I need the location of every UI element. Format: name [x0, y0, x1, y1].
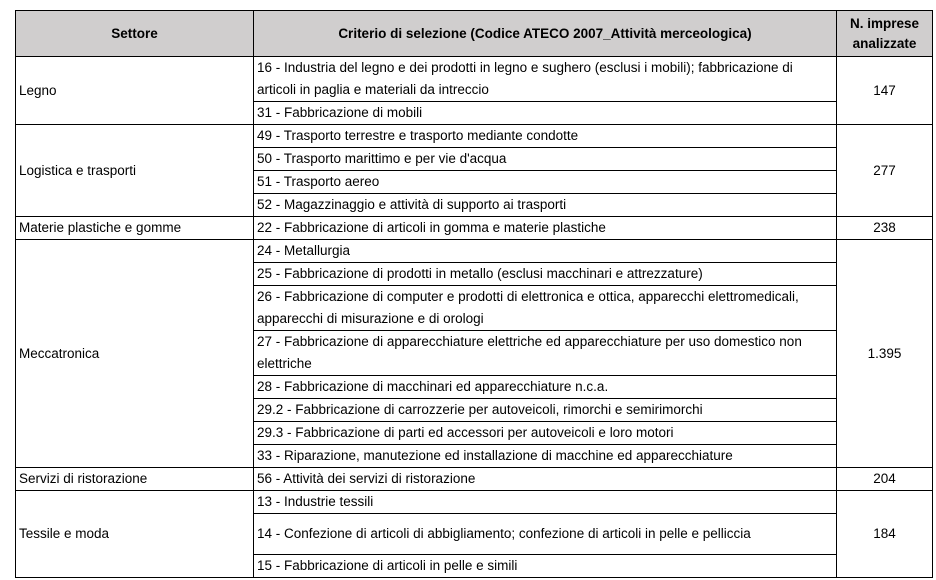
sector-cell: Logistica e trasporti: [16, 125, 254, 217]
table-row: [16, 468, 933, 491]
header-count-line2: analizzate: [852, 35, 917, 51]
criterion-cell: 56 - Attività dei servizi di ristorazione: [254, 468, 837, 491]
sector-cell: Materie plastiche e gomme: [16, 217, 254, 240]
criterion-cell: 27 - Fabbricazione di apparecchiature elettriche ed apparecchiature per uso domestico non elettriche: [254, 331, 837, 376]
count-cell: 238: [837, 217, 933, 240]
count-cell: 277: [837, 125, 933, 217]
criterion-cell: 50 - Trasporto marittimo e per vie d'acqua: [254, 148, 837, 171]
header-criterion: Criterio di selezione (Codice ATECO 2007_Attività merceologica): [254, 11, 837, 57]
criterion-cell: 28 - Fabbricazione di macchinari ed apparecchiature n.c.a.: [254, 376, 837, 399]
criterion-cell: 51 - Trasporto aereo: [254, 171, 837, 194]
sector-cell: Servizi di ristorazione: [16, 468, 254, 491]
count-cell: 204: [837, 468, 933, 491]
table-row: [16, 491, 933, 514]
header-row: [16, 11, 933, 57]
criterion-cell: 49 - Trasporto terrestre e trasporto mediante condotte: [254, 125, 837, 148]
header-count: [837, 11, 933, 57]
table-row: [16, 57, 933, 102]
criterion-cell: 29.2 - Fabbricazione di carrozzerie per autoveicoli, rimorchi e semirimorchi: [254, 399, 837, 422]
sector-cell: Legno: [16, 57, 254, 125]
criterion-cell: 16 - Industria del legno e dei prodotti in legno e sughero (esclusi i mobili); fabbricazione di articoli in paglia e materiali da intreccio: [254, 57, 837, 102]
criterion-cell: 24 - Metallurgia: [254, 240, 837, 263]
header-sector: Settore: [16, 11, 254, 57]
table-row: [16, 125, 933, 148]
table-row: [16, 240, 933, 263]
count-cell: 147: [837, 57, 933, 125]
criterion-cell: 52 - Magazzinaggio e attività di supporto ai trasporti: [254, 194, 837, 217]
ateco-selection-table: [15, 10, 933, 578]
criterion-cell: 14 - Confezione di articoli di abbigliamento; confezione di articoli in pelle e pelliccia: [254, 514, 837, 555]
criterion-cell: 31 - Fabbricazione di mobili: [254, 102, 837, 125]
criterion-cell: 29.3 - Fabbricazione di parti ed accessori per autoveicoli e loro motori: [254, 422, 837, 445]
sector-cell: Tessile e moda: [16, 491, 254, 578]
header-count-line1: N. imprese: [849, 15, 920, 31]
criterion-cell: 33 - Riparazione, manutezione ed installazione di macchine ed apparecchiature: [254, 445, 837, 468]
criterion-cell: 15 - Fabbricazione di articoli in pelle e simili: [254, 555, 837, 578]
criterion-cell: 25 - Fabbricazione di prodotti in metallo (esclusi macchinari e attrezzature): [254, 263, 837, 286]
count-cell: 1.395: [837, 240, 933, 468]
sector-cell: Meccatronica: [16, 240, 254, 468]
criterion-cell: 22 - Fabbricazione di articoli in gomma e materie plastiche: [254, 217, 837, 240]
table-row: [16, 217, 933, 240]
count-cell: 184: [837, 491, 933, 578]
criterion-cell: 26 - Fabbricazione di computer e prodotti di elettronica e ottica, apparecchi elettromedicali, apparecchi di misurazione e di orologi: [254, 286, 837, 331]
criterion-cell: 13 - Industrie tessili: [254, 491, 837, 514]
